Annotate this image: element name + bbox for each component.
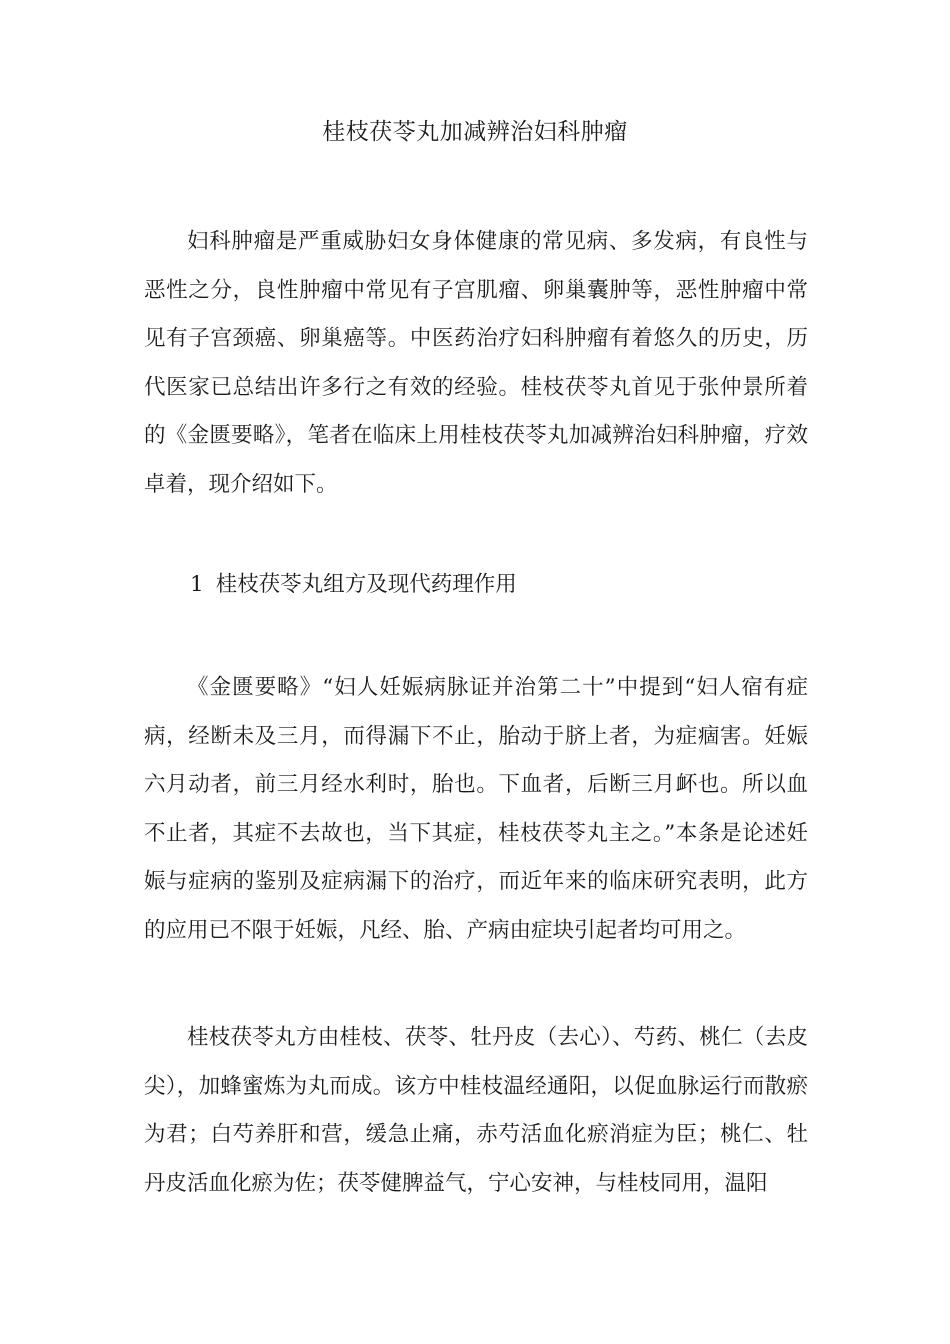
quote-paragraph: 《金匮要略》“妇人妊娠病脉证并治第二十”中提到“妇人宿有症病，经断未及三月，而得漏下不止，胎动于脐上者，为症痼害。妊娠六月动者，前三月经水利时，胎也。下血者，后断三月衃也。所以血不止者，其症不去故也，当下其症，桂枝茯苓丸主之。”本条是论述妊娠与症病的鉴别及症病漏下的治疗，而近年来的临床研究表明，此方的应用已不限于妊娠，凡经、胎、产病由症块引起者均可用之。 — [144, 675, 808, 943]
formula-paragraph: 桂枝茯苓丸方由桂枝、茯苓、牡丹皮（去心）、芍药、桃仁（去皮尖），加蜂蜜炼为丸而成。该方中桂枝温经通阳，以促血脉运行而散瘀为君；白芍养肝和营，缓急止痛，赤芍活血化瘀消症为臣；桃仁、牡丹皮活血化瘀为佐；茯苓健脾益气，宁心安神，与桂枝同用，温阳 — [144, 1025, 808, 1196]
section-heading — [190, 567, 517, 603]
section-number: 1 — [190, 572, 204, 597]
section-heading-text: 桂枝茯苓丸组方及现代药理作用 — [215, 572, 517, 597]
document-title: 桂枝茯苓丸加减辨治妇科肿瘤 — [322, 119, 628, 145]
intro-paragraph: 妇科肿瘤是严重威胁妇女身体健康的常见病、多发病，有良性与恶性之分，良性肿瘤中常见有子宫肌瘤、卵巢囊肿等，恶性肿瘤中常见有子宫颈癌、卵巢癌等。中医药治疗妇科肿瘤有着悠久的历史，历代医家已总结出许多行之有效的经验。桂枝茯苓丸首见于张仲景所着的《金匮要略》，笔者在临床上用桂枝茯苓丸加减辨治妇科肿瘤，疗效卓着，现介绍如下。 — [144, 229, 808, 497]
